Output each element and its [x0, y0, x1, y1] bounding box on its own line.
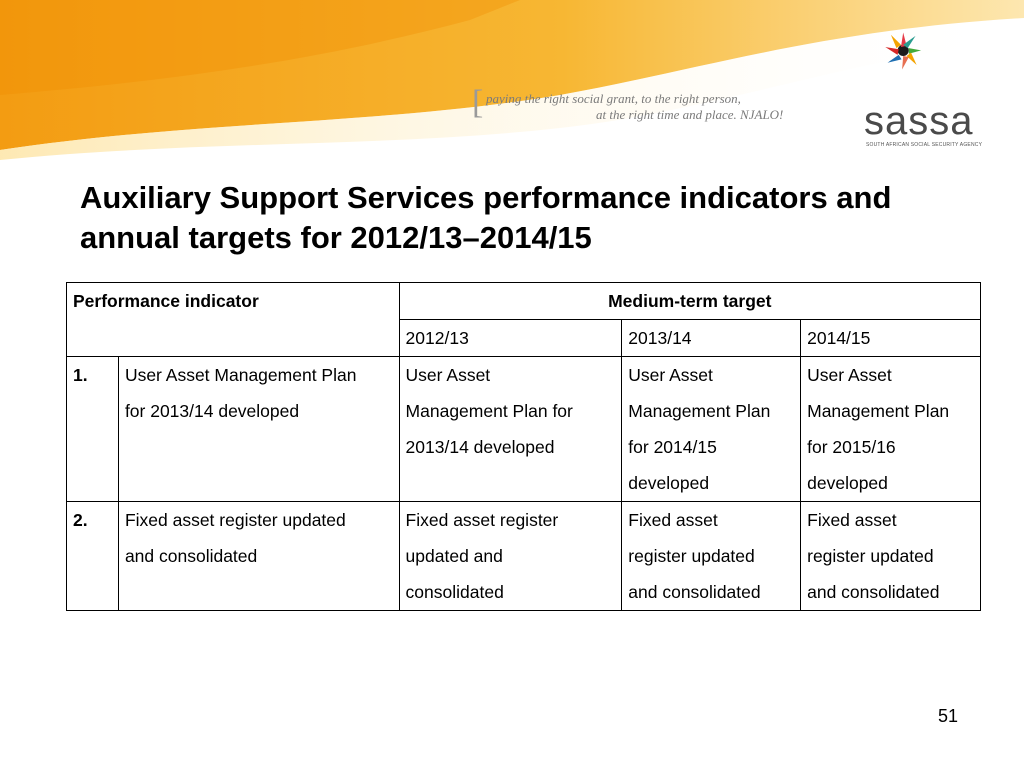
target-cell	[399, 357, 622, 502]
year-2: 2013/14	[622, 320, 801, 357]
cell-line: and consolidated	[124, 546, 258, 566]
target-cell	[622, 502, 801, 611]
cell-line: register updated	[628, 546, 755, 566]
tagline-bracket: [	[472, 84, 484, 121]
cell-line: and consolidated	[807, 582, 940, 602]
indicator-cell	[118, 502, 399, 611]
cell-line: Management Plan	[628, 401, 771, 421]
cell-line: 2013/14 developed	[405, 437, 555, 457]
cell-line: developed	[628, 473, 710, 493]
table-row	[67, 357, 981, 502]
cell-line: Fixed asset	[807, 510, 897, 530]
cell-line: consolidated	[405, 582, 504, 602]
cell-line: Fixed asset	[628, 510, 718, 530]
year-1: 2012/13	[399, 320, 622, 357]
target-cell	[622, 357, 801, 502]
cell-line: Management Plan for	[405, 401, 573, 421]
cell-line: register updated	[807, 546, 934, 566]
cell-line: for 2013/14 developed	[124, 401, 300, 421]
logo-name: sassa	[864, 99, 974, 143]
table-row	[67, 502, 981, 611]
logo-subtitle: SOUTH AFRICAN SOCIAL SECURITY AGENCY	[866, 142, 983, 148]
target-cell	[399, 502, 622, 611]
cell-line: User Asset	[807, 365, 892, 385]
cell-line: developed	[807, 473, 888, 493]
target-cell	[801, 357, 981, 502]
cell-line: User Asset	[405, 365, 491, 385]
cell-line: User Asset Management Plan	[124, 365, 357, 385]
cell-line: Fixed asset register	[405, 510, 559, 530]
header-target: Medium-term target	[399, 283, 980, 320]
slide-title	[80, 178, 1000, 258]
page-number: 51	[938, 706, 959, 726]
cell-line: and consolidated	[628, 582, 761, 602]
cell-line: Fixed asset register updated	[124, 510, 346, 530]
row-number: 1.	[67, 357, 119, 502]
header-indicator: Performance indicator	[67, 283, 400, 357]
year-3: 2014/15	[801, 320, 981, 357]
target-cell	[801, 502, 981, 611]
title-line-2: annual targets for 2012/13–2014/15	[80, 220, 592, 255]
tagline-line1: paying the right social grant, to the right person,	[486, 91, 741, 106]
cell-line: for 2015/16	[807, 437, 896, 457]
indicator-cell	[118, 357, 399, 502]
cell-line: User Asset	[628, 365, 713, 385]
table-header-row	[67, 283, 981, 320]
title-line-1: Auxiliary Support Services performance indicators and	[80, 180, 892, 215]
sassa-logo-hands	[880, 28, 960, 98]
row-number: 2.	[67, 502, 119, 611]
tagline-line2: at the right time and place. NJALO!	[596, 107, 784, 122]
cell-line: Management Plan	[807, 401, 950, 421]
performance-table	[66, 282, 981, 611]
cell-line: updated and	[405, 546, 503, 566]
cell-line: for 2014/15	[628, 437, 717, 457]
